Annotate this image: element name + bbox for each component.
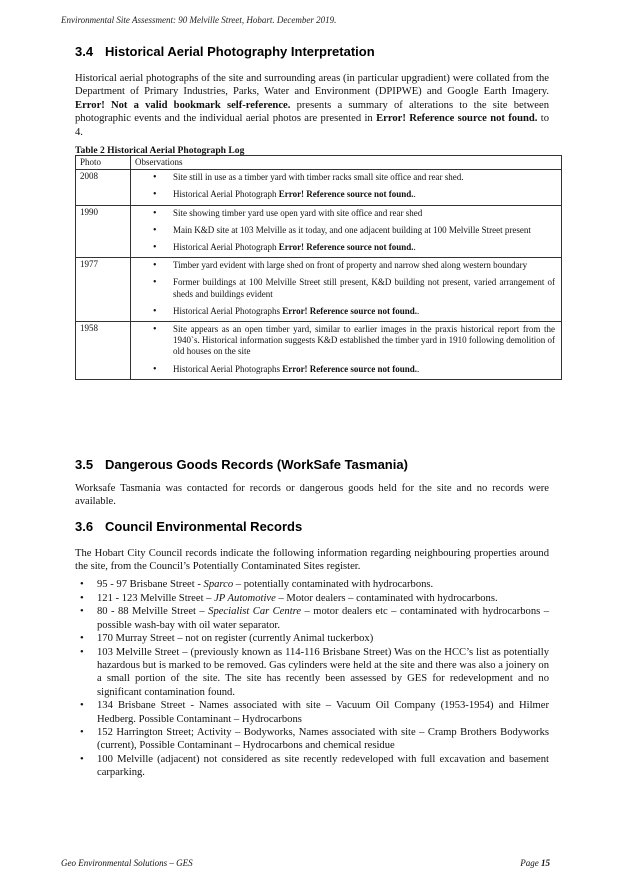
photo-year: 2008 [76,170,131,205]
running-header: Environmental Site Assessment: 90 Melville Street, Hobart. December 2019. [61,15,337,25]
observation-item: • Historical Aerial Photographs Error! Reference source not found.. [173,364,557,375]
footer-page: Page 15 [520,858,550,868]
section-3-5-paragraph: Worksafe Tasmania was contacted for records or dangerous goods held for the site and no records were available. [75,483,549,508]
section-heading-3-6 [75,519,302,534]
section-title: Historical Aerial Photography Interpretation [105,44,375,59]
observation-item: • Site appears as an open timber yard, similar to earlier images in the praxis historical report from the 1940`s. Historical information suggests K&D established the timber yard in 1910 following demolition of old houses on the site [173,324,557,358]
page-number: 15 [541,858,550,868]
section-3-4-paragraph [75,72,549,139]
section-title: Dangerous Goods Records (WorkSafe Tasmania) [105,457,408,472]
table-row [76,205,562,258]
table-row [76,170,562,205]
table-caption: Table 2 Historical Aerial Photograph Log [75,145,245,156]
observation-item: • Site showing timber yard use open yard with site office and rear shed [173,208,557,219]
observation-item: • Main K&D site at 103 Melville as it today, and one adjacent building at 100 Melville Street present [173,225,557,236]
list-item: • 80 - 88 Melville Street – Specialist Car Centre – motor dealers etc – contaminated with hydrocarbons – possible wash-bay with oil water separator. [75,605,549,631]
observation-item: • Historical Aerial Photograph Error! Reference source not found.. [173,189,557,200]
paragraph-text: to 4. [75,113,549,138]
observations-cell [131,258,562,322]
section-heading-3-5 [75,457,408,472]
section-3-6-paragraph: The Hobart City Council records indicate the following information regarding neighbouring properties around the site, from the Council’s Potentially Contaminated Sites register. [75,548,549,573]
section-number: 3.5 [75,457,94,472]
observations-cell [131,170,562,205]
paragraph-text: Historical aerial photographs of the site and surrounding areas (in particular upgradient) were collated from the Department of Primary Industries, Parks, Water and Environment (DPIPWE) and Google Earth Imagery. [75,73,549,98]
error-reference: Error! Reference source not found. [278,189,414,200]
column-header-observations: Observations [131,156,562,170]
error-reference: Error! Not a valid bookmark self-reference. [75,99,291,111]
list-item: • 152 Harrington Street; Activity – Bodyworks, Names associated with site – Cramp Brothers Bodyworks (current), Possible Contaminant – Hydrocarbons and chemical residue [75,726,549,752]
aerial-photograph-log-table [75,155,562,380]
observation-item: • Timber yard evident with large shed on front of property and narrow shed along western boundary [173,260,557,271]
table-header-row [76,156,562,170]
list-item: • 100 Melville (adjacent) not considered as site recently redeveloped with full excavation and basement carparking. [75,753,549,779]
section-number: 3.6 [75,519,94,534]
paragraph-text: presents a summary of alterations to the site between photographic events and the individual aerial photos are presented in [75,99,549,125]
list-item: • 103 Melville Street – (previously known as 114-116 Brisbane Street) Was on the HCC’s list as potentially hazardous but is marked to be removed. Gas cylinders were held at the site and there was also a joinery on a small portion of the site. The site has recently been assessed by GES for redevelopment and no significant contamination found. [75,646,549,699]
page-footer [61,858,550,868]
photo-year: 1958 [76,322,131,380]
list-item: • 95 - 97 Brisbane Street - Sparco – potentially contaminated with hydrocarbons. [75,578,549,591]
observations-cell [131,205,562,258]
table-row [76,322,562,380]
observations-cell [131,322,562,380]
list-item: • 121 - 123 Melville Street – JP Automotive – Motor dealers – contaminated with hydrocarbons. [75,592,549,605]
observation-item: • Former buildings at 100 Melville Street still present, K&D building not present, varied arrangement of sheds and buildings evident [173,277,557,299]
error-reference: Error! Reference source not found. [278,242,414,253]
observation-item: • Historical Aerial Photographs Error! Reference source not found.. [173,306,557,317]
council-records-list [75,578,549,780]
error-reference: Error! Reference source not found. [282,363,417,374]
section-title: Council Environmental Records [105,519,303,534]
observation-item: • Site still in use as a timber yard with timber racks small site office and rear shed. [173,172,557,183]
column-header-photo: Photo [76,156,131,170]
photo-year: 1977 [76,258,131,322]
footer-company: Geo Environmental Solutions – GES [61,858,193,868]
error-reference: Error! Reference source not found. [282,305,417,316]
photo-year: 1990 [76,205,131,258]
observation-item: • Historical Aerial Photograph Error! Reference source not found.. [173,242,557,253]
section-heading-3-4 [75,44,375,59]
table-row [76,258,562,322]
list-item: • 170 Murray Street – not on register (currently Animal tuckerbox) [75,632,549,645]
list-item: • 134 Brisbane Street - Names associated with site – Vacuum Oil Company (1953-1954) and Hilmer Hedberg. Possible Contaminant – Hydrocarbons [75,699,549,725]
section-number: 3.4 [75,44,94,59]
error-reference: Error! Reference source not found. [376,113,538,125]
